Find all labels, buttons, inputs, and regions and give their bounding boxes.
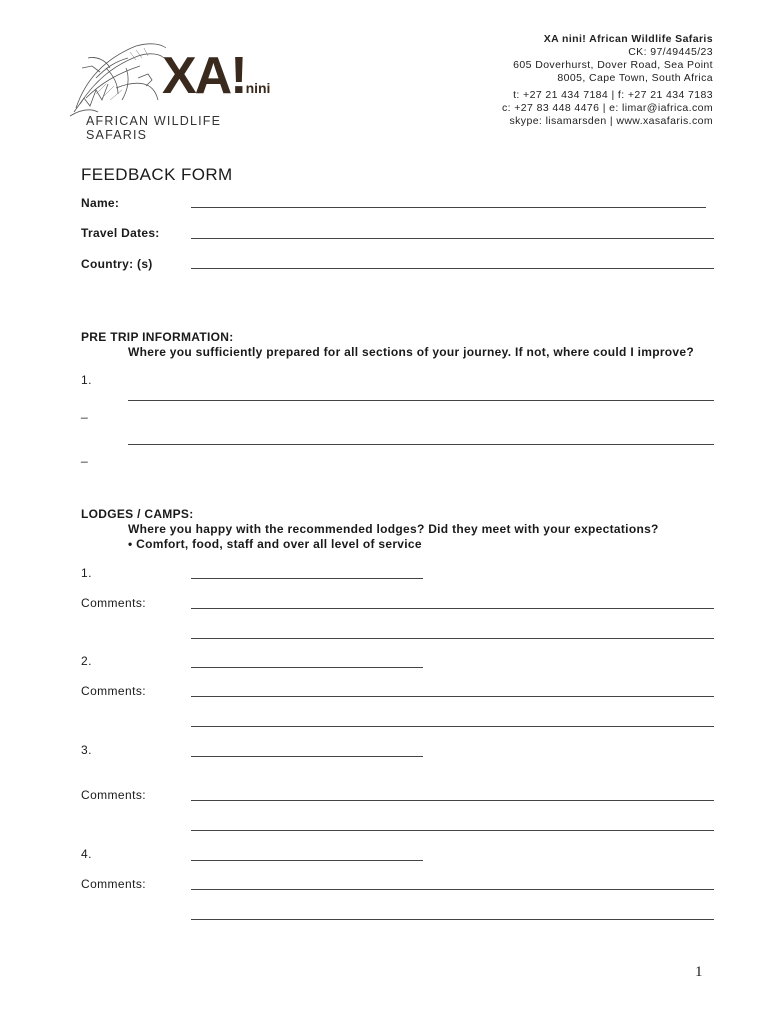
lodges-question: Where you happy with the recommended lodges? Did they meet with your expectations? — [128, 522, 659, 536]
pre-trip-item-number: 1. — [81, 373, 92, 387]
lodge-name-line[interactable] — [191, 578, 423, 579]
form-title: FEEDBACK FORM — [81, 165, 233, 184]
comments-line[interactable] — [191, 696, 714, 697]
lodge-name-line[interactable] — [191, 756, 423, 757]
travel-dates-field-line[interactable] — [191, 238, 714, 239]
bird-illustration-icon — [66, 38, 176, 118]
comments-label: Comments: — [81, 684, 146, 698]
pre-trip-question: Where you sufficiently prepared for all sections of your journey. If not, where could I improve? — [128, 345, 694, 359]
comments-line[interactable] — [191, 889, 714, 890]
pre-trip-heading: PRE TRIP INFORMATION: — [81, 330, 234, 344]
logo-suffix: nini — [245, 80, 271, 96]
comments-label: Comments: — [81, 596, 146, 610]
lodge-entry-number: 4. — [81, 847, 92, 861]
lodge-entry-number: 3. — [81, 743, 92, 757]
comments-label: Comments: — [81, 788, 146, 802]
lodges-bullet: • Comfort, food, staff and over all level of service — [128, 537, 422, 551]
logo-tagline: AFRICAN WILDLIFE SAFARIS — [86, 114, 222, 142]
lodge-entry-number: 2. — [81, 654, 92, 668]
comments-line[interactable] — [191, 638, 714, 639]
company-address — [513, 33, 713, 85]
contact-line: c: +27 83 448 4476 | e: limar@iafrica.com — [501, 102, 713, 114]
pre-trip-dash: _ — [81, 449, 89, 463]
contact-line: t: +27 21 434 7184 | f: +27 21 434 7183 — [513, 89, 713, 101]
travel-dates-label: Travel Dates: — [81, 226, 160, 240]
name-label: Name: — [81, 196, 120, 210]
company-contact — [502, 89, 713, 128]
lodge-name-line[interactable] — [191, 667, 423, 668]
comments-line[interactable] — [191, 608, 714, 609]
lodge-entry-number: 1. — [81, 566, 92, 580]
comments-line[interactable] — [191, 919, 714, 920]
comments-line[interactable] — [191, 830, 714, 831]
name-field-line[interactable] — [191, 207, 706, 208]
pre-trip-dash: _ — [81, 405, 89, 419]
contact-line: skype: lisamarsden | www.xasafaris.com — [509, 115, 713, 127]
comments-label: Comments: — [81, 877, 146, 891]
pre-trip-answer-line[interactable] — [128, 400, 714, 401]
comments-line[interactable] — [191, 800, 714, 801]
country-label: Country: (s) — [81, 257, 153, 271]
address-line: CK: 97/49445/23 — [628, 46, 713, 58]
pre-trip-answer-line[interactable] — [128, 444, 714, 445]
page-number: 1 — [695, 964, 703, 980]
logo-wordmark: XA! — [162, 47, 246, 105]
address-line: 8005, Cape Town, South Africa — [557, 72, 713, 84]
lodge-name-line[interactable] — [191, 860, 423, 861]
address-line: XA nini! African Wildlife Safaris — [543, 33, 713, 45]
lodges-heading: LODGES / CAMPS: — [81, 507, 194, 521]
logo — [66, 38, 286, 142]
comments-line[interactable] — [191, 726, 714, 727]
address-line: 605 Doverhurst, Dover Road, Sea Point — [513, 59, 713, 71]
country-field-line[interactable] — [191, 268, 714, 269]
